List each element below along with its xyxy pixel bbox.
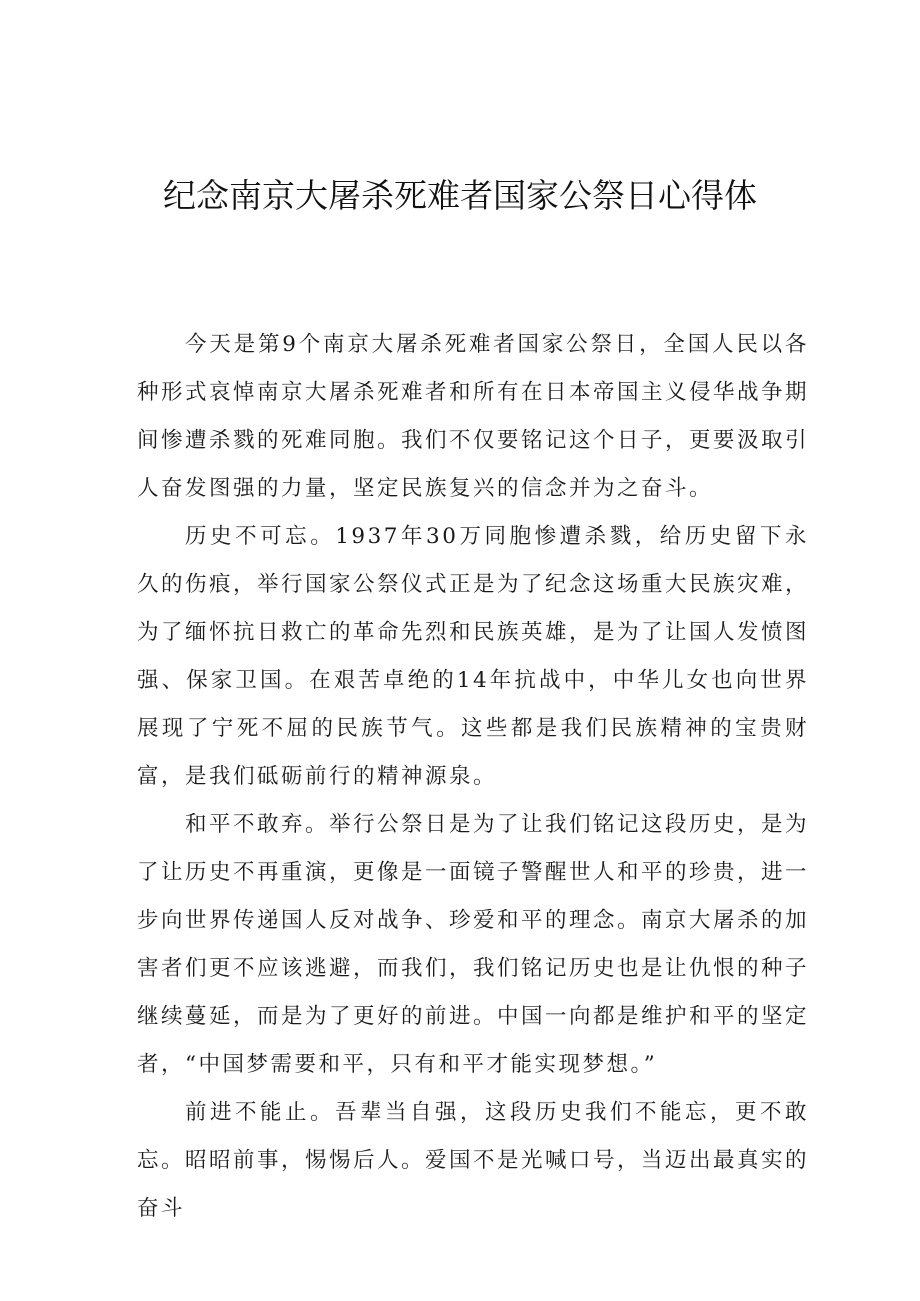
paragraph-history: 历史不可忘。1937年30万同胞惨遭杀戮，给历史留下永久的伤痕，举行国家公祭仪式正是为了纪念这场重大民族灾难，为了缅怀抗日救亡的革命先烈和民族英雄，是为了让国人发愤图强、保家卫国。在艰苦卓绝的14年抗战中，中华儿女也向世界展现了宁死不屈的民族节气。这些都是我们民族精神的宝贵财富，是我们砥砺前行的精神源泉。 (137, 524, 810, 789)
document-body (137, 321, 809, 1233)
paragraph-peace: 和平不敢弃。举行公祭日是为了让我们铭记这段历史，是为了让历史不再重演，更像是一面镜子警醒世人和平的珍贵，进一步向世界传递国人反对战争、珍爱和平的理念。南京大屠杀的加害者们更不应该逃避，而我们，我们铭记历史也是让仇恨的种子继续蔓延，而是为了更好的前进。中国一向都是维护和平的坚定者，“中国梦需要和平，只有和平才能实现梦想。” (137, 812, 810, 1077)
paragraph-intro: 今天是第9个南京大屠杀死难者国家公祭日，全国人民以各种形式哀悼南京大屠杀死难者和所有在日本帝国主义侵华战争期间惨遭杀戮的死难同胞。我们不仅要铭记这个日子，更要汲取引人奋发图强的力量，坚定民族复兴的信念并为之奋斗。 (137, 332, 810, 501)
paragraph-progress: 前进不能止。吾辈当自强，这段历史我们不能忘，更不敢忘。昭昭前事，惕惕后人。爱国不是光喊口号，当迈出最真实的奋斗 (137, 1100, 810, 1221)
document-title: 纪念南京大屠杀死难者国家公祭日心得体 (163, 176, 757, 215)
